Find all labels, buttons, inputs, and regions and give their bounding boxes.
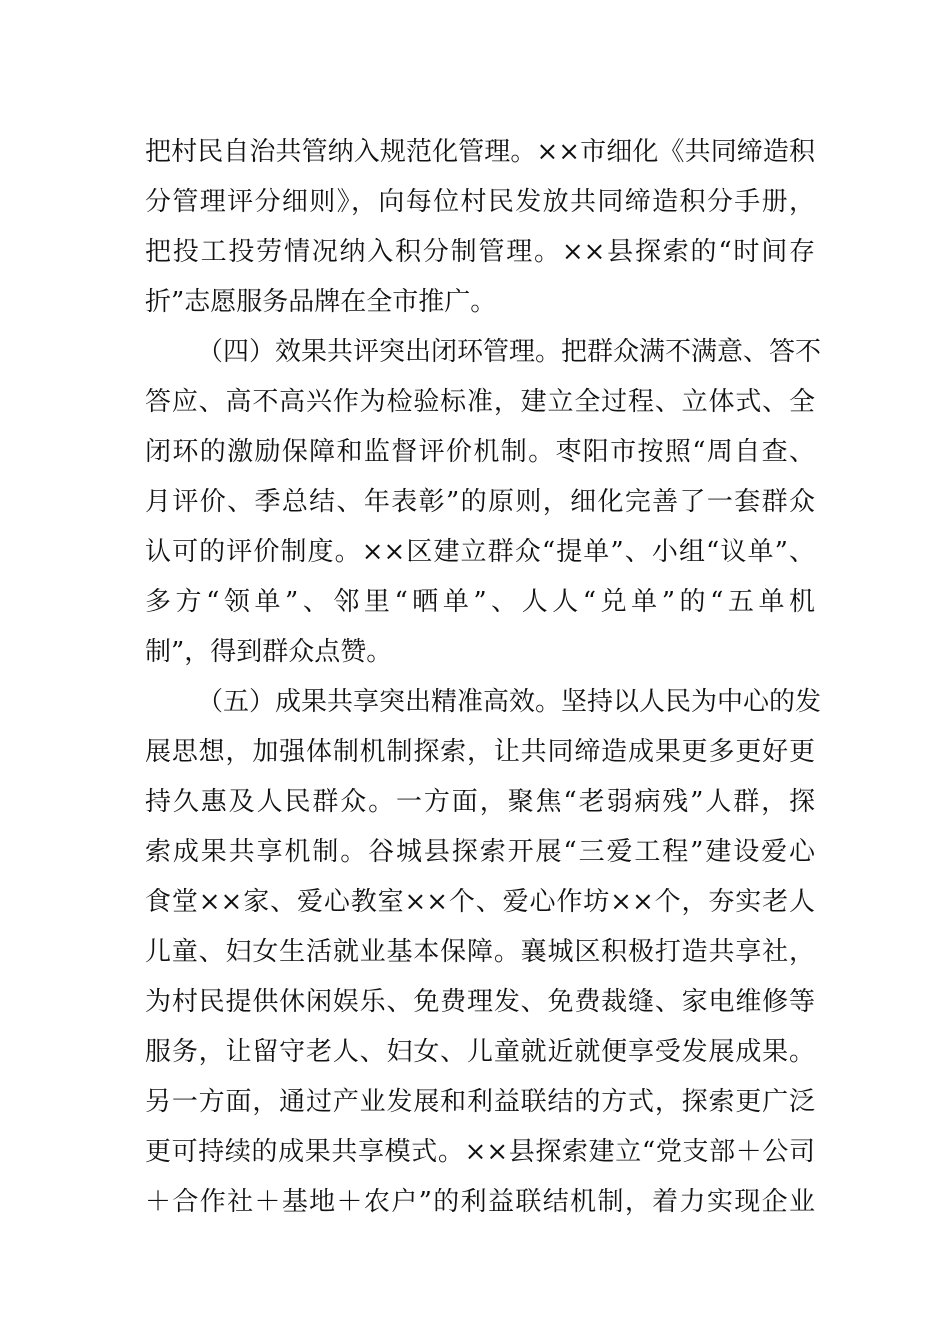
paragraph-heading-line: （五）成果共享突出精准高效。坚持以人民为中心的发 xyxy=(197,687,822,717)
text-line: 分管理评分细则》，向每位村民发放共同缔造积分手册， xyxy=(145,187,815,217)
text-line: 更可持续的成果共享模式。××县探索建立“党支部＋公司 xyxy=(145,1137,815,1167)
paragraph-heading-line: （四）效果共评突出闭环管理。把群众满不满意、答不 xyxy=(197,337,822,367)
text-line: 把投工投劳情况纳入积分制管理。××县探索的“时间存 xyxy=(145,237,815,267)
text-line: 索成果共享机制。谷城县探索开展“三爱工程”建设爱心 xyxy=(145,837,815,867)
text-line: 折”志愿服务品牌在全市推广。 xyxy=(145,287,497,317)
text-line: 多方“领单”、邻里“晒单”、人人“兑单”的“五单机 xyxy=(145,587,815,617)
text-line: 食堂××家、爱心教室××个、爱心作坊××个，夯实老人 xyxy=(145,887,815,917)
text-line: 为村民提供休闲娱乐、免费理发、免费裁缝、家电维修等 xyxy=(145,987,815,1017)
text-line: 制”，得到群众点赞。 xyxy=(145,637,393,667)
text-line: 儿童、妇女生活就业基本保障。襄城区积极打造共享社， xyxy=(145,937,815,967)
text-line: ＋合作社＋基地＋农户”的利益联结机制，着力实现企业 xyxy=(145,1187,815,1217)
text-line: 展思想，加强体制机制探索，让共同缔造成果更多更好更 xyxy=(145,737,815,767)
text-line: 月评价、季总结、年表彰”的原则，细化完善了一套群众 xyxy=(145,487,815,517)
text-line: 持久惠及人民群众。一方面，聚焦“老弱病残”人群，探 xyxy=(145,787,815,817)
text-line: 另一方面，通过产业发展和利益联结的方式，探索更广泛 xyxy=(145,1087,815,1117)
text-line: 闭环的激励保障和监督评价机制。枣阳市按照“周自查、 xyxy=(145,437,815,467)
text-line: 服务，让留守老人、妇女、儿童就近就便享受发展成果。 xyxy=(145,1037,815,1067)
text-line: 答应、高不高兴作为检验标准，建立全过程、立体式、全 xyxy=(145,387,815,417)
text-line: 认可的评价制度。××区建立群众“提单”、小组“议单”、 xyxy=(145,537,815,567)
text-line: 把村民自治共管纳入规范化管理。××市细化《共同缔造积 xyxy=(145,137,815,167)
